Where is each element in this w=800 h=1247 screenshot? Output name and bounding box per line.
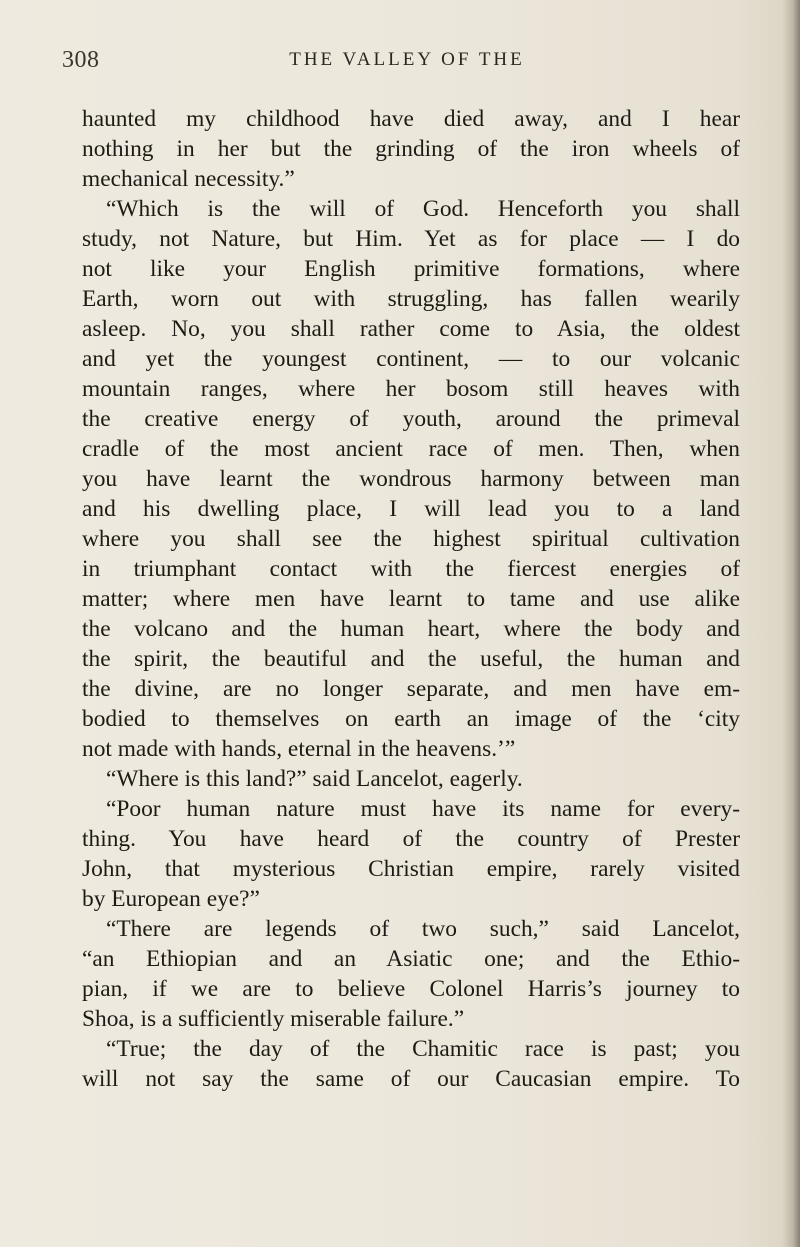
text-line: Shoa, is a sufficiently miserable failure.”	[82, 1006, 465, 1032]
text-line: “Which is the will of God. Henceforth you shall	[106, 196, 740, 222]
text-line: where you shall see the highest spiritual cultivation	[82, 526, 740, 552]
text-line: study, not Nature, but Him. Yet as for place — I do	[82, 226, 740, 252]
text-line: the creative energy of youth, around the primeval	[82, 406, 740, 432]
text-line: you have learnt the wondrous harmony between man	[82, 466, 740, 492]
text-line: in triumphant contact with the fiercest energies of	[82, 556, 740, 582]
text-line: nothing in her but the grinding of the iron wheels of	[82, 136, 740, 162]
text-line: bodied to themselves on earth an image of the ‘city	[82, 706, 740, 732]
text-line: “Poor human nature must have its name for every-	[106, 796, 740, 822]
text-line: mechanical necessity.”	[82, 166, 295, 192]
text-line: the divine, are no longer separate, and men have em-	[82, 676, 740, 702]
body-text	[82, 104, 740, 1094]
text-line: matter; where men have learnt to tame and use alike	[82, 586, 740, 612]
text-line: “an Ethiopian and an Asiatic one; and the Ethio-	[82, 946, 740, 972]
page-edge-shadow	[782, 0, 800, 1247]
text-line: by European eye?”	[82, 886, 260, 912]
text-line: Earth, worn out with struggling, has fallen wearily	[82, 286, 740, 312]
text-line: “True; the day of the Chamitic race is past; you	[106, 1036, 740, 1062]
text-line: John, that mysterious Christian empire, rarely visited	[82, 856, 740, 882]
text-line: cradle of the most ancient race of men. Then, when	[82, 436, 740, 462]
text-line: and his dwelling place, I will lead you to a land	[82, 496, 740, 522]
page-number: 308	[62, 47, 100, 73]
text-line: the spirit, the beautiful and the useful, the human and	[82, 646, 740, 672]
text-line: the volcano and the human heart, where the body and	[82, 616, 740, 642]
text-line: and yet the youngest continent, — to our volcanic	[82, 346, 740, 372]
running-head	[62, 47, 752, 77]
text-line: pian, if we are to believe Colonel Harris’s journey to	[82, 976, 740, 1002]
text-line: not like your English primitive formations, where	[82, 256, 740, 282]
text-line: asleep. No, you shall rather come to Asia, the oldest	[82, 316, 740, 342]
text-line: “There are legends of two such,” said Lancelot,	[106, 916, 740, 942]
text-line: “Where is this land?” said Lancelot, eagerly.	[106, 766, 523, 792]
text-line: will not say the same of our Caucasian empire. To	[82, 1066, 740, 1092]
text-line: mountain ranges, where her bosom still heaves with	[82, 376, 740, 402]
text-line: haunted my childhood have died away, and I hear	[82, 106, 740, 132]
text-line: thing. You have heard of the country of Prester	[82, 826, 740, 852]
running-title: THE VALLEY OF THE	[289, 49, 525, 70]
text-line: not made with hands, eternal in the heavens.’”	[82, 736, 516, 762]
